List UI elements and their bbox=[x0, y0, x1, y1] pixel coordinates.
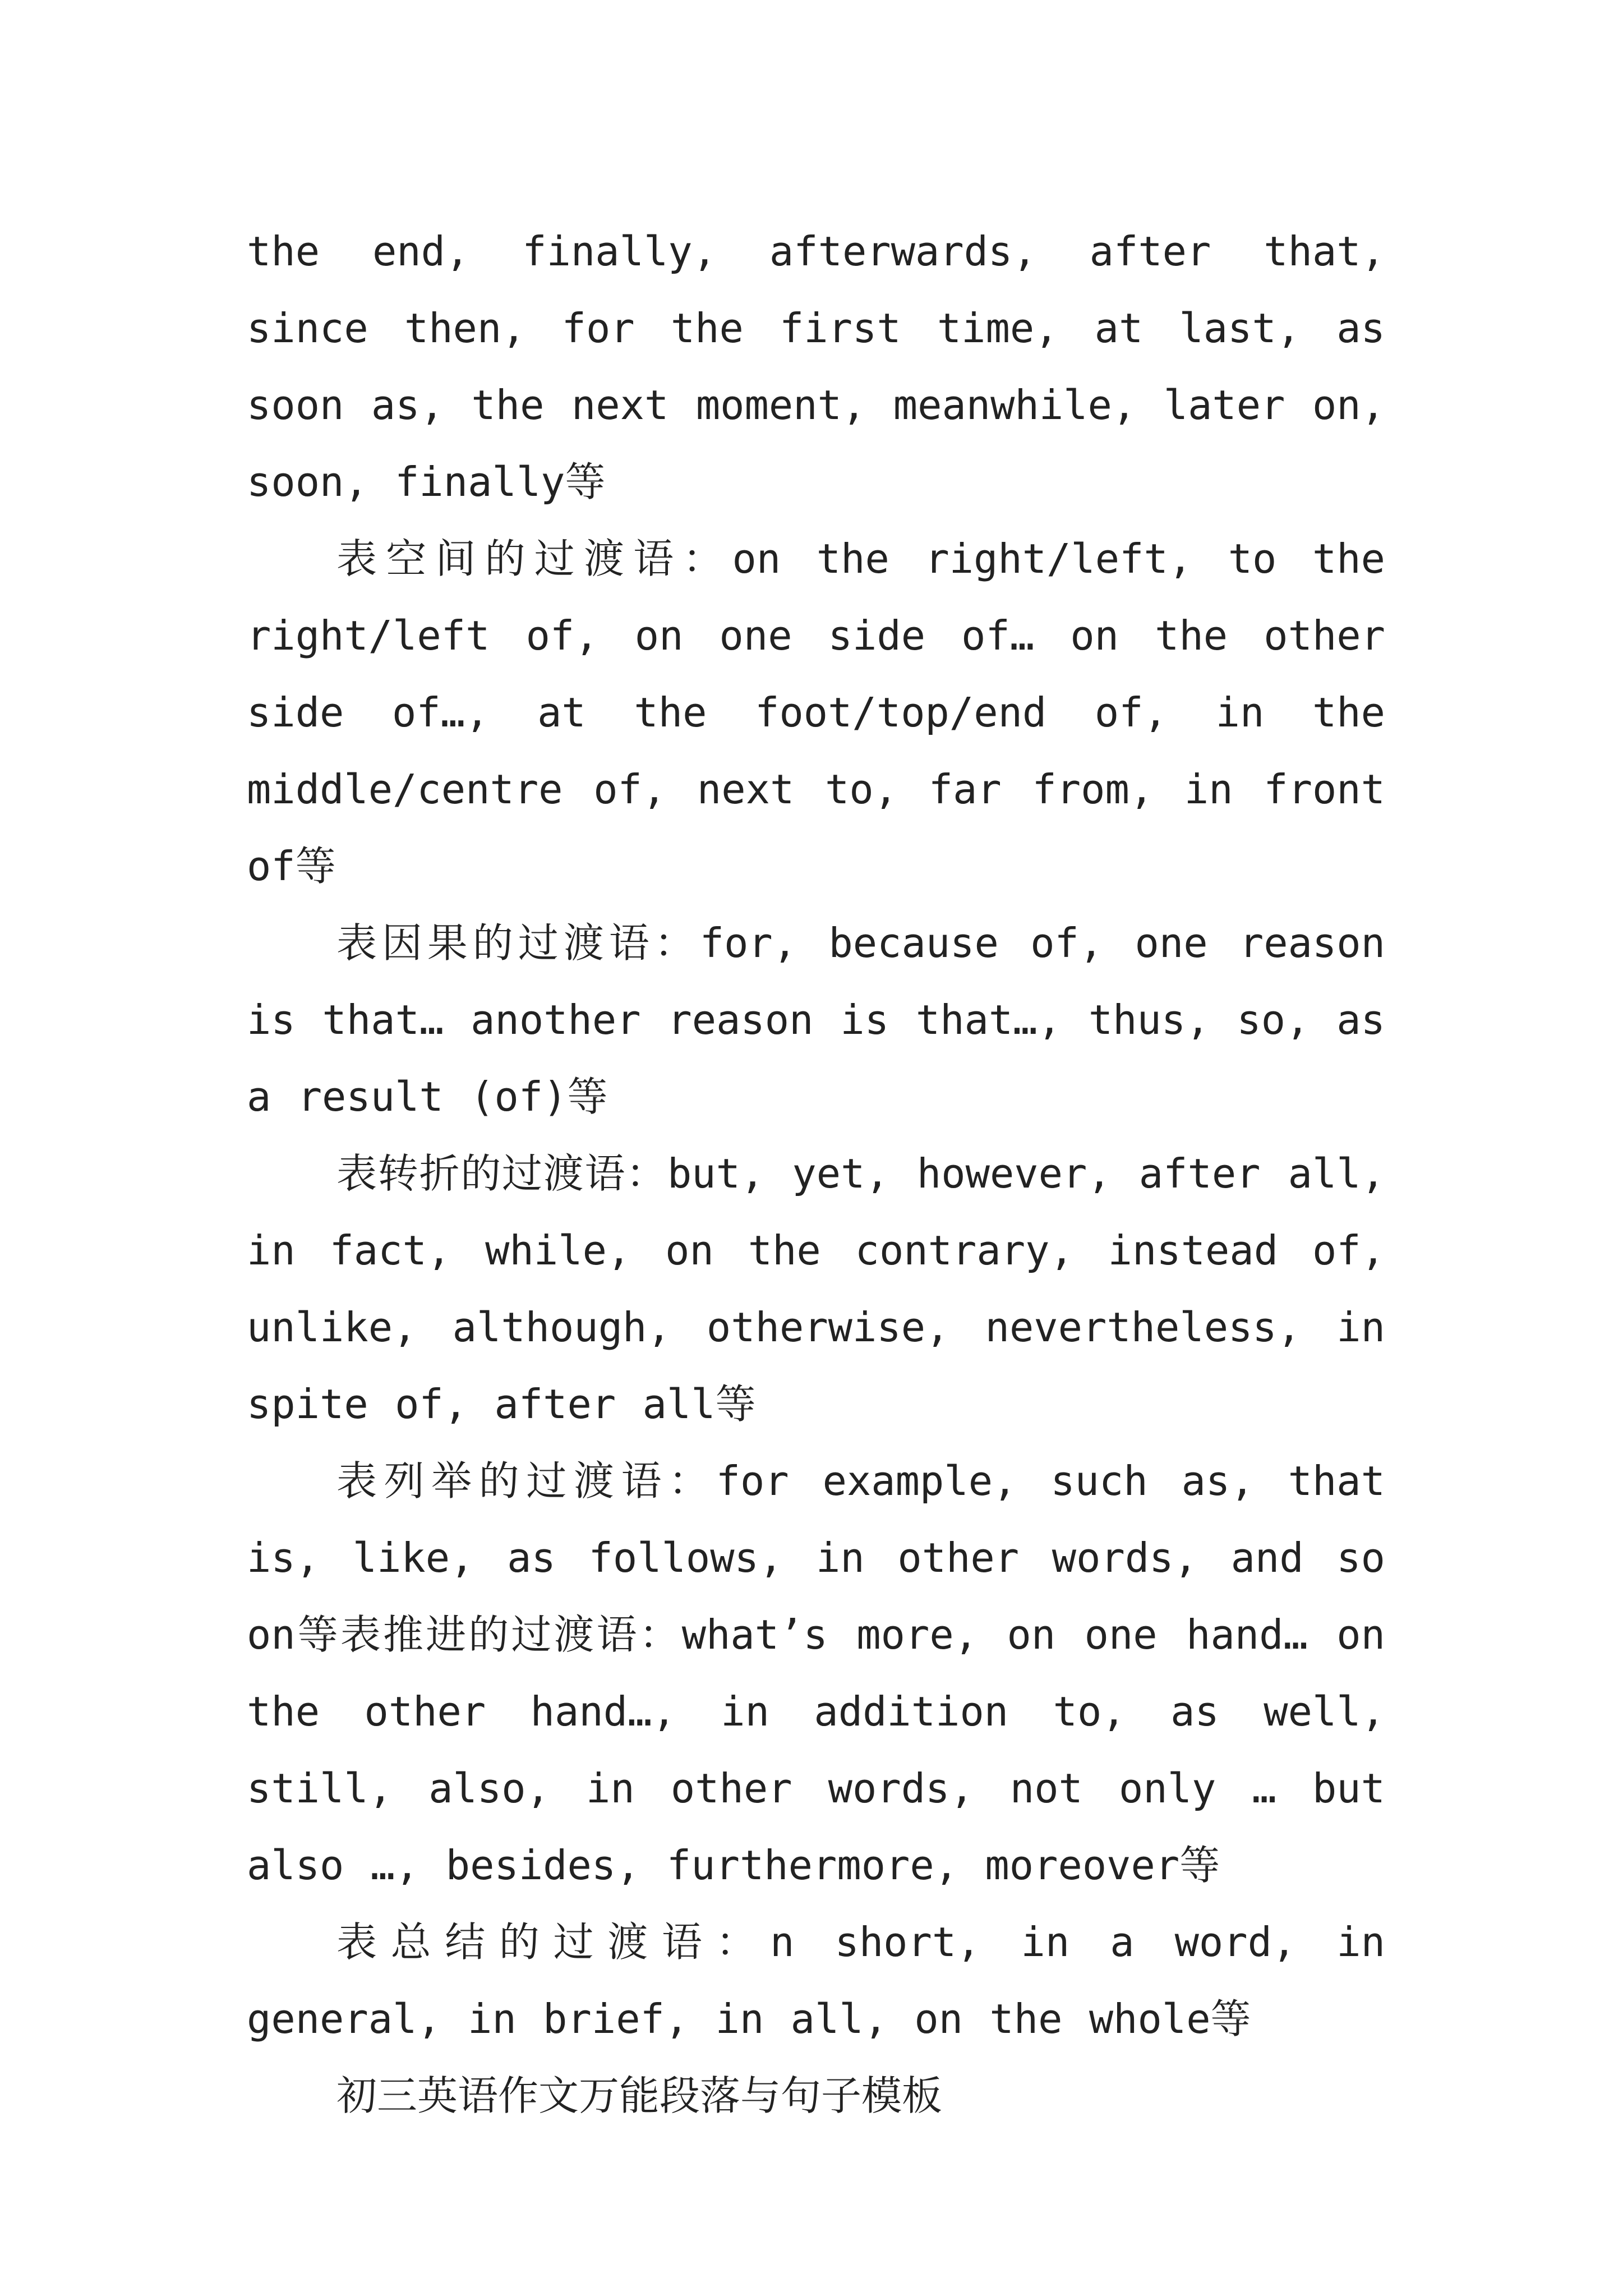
paragraph-space-transitions: 表空间的过渡语：on the right/left, to the right/left of, on one side of… on the other side of…, at the foot/top/end of, in the middle/centre of, next to, far from, in front of等 bbox=[247, 535, 1385, 890]
paragraph-summary-transitions: 表总结的过渡语：n short, in a word, in general, in brief, in all, on the whole等 bbox=[247, 1918, 1385, 2042]
paragraph-contrast-transitions: 表转折的过渡语：but, yet, however, after all, in fact, while, on the contrary, instead of, unlike, although, otherwise, nevertheless, in spite of, after all等 bbox=[247, 1150, 1385, 1428]
paragraph-cause-transitions: 表因果的过渡语：for, because of, one reason is that… another reason is that…, thus, so, as a result (of)等 bbox=[247, 919, 1385, 1120]
paragraph-example-progression-transitions: 表列举的过渡语：for example, such as, that is, like, as follows, in other words, and so on等表推进的过渡语：what’s more, on one hand… on the other hand…, in addition to, as well, still, also, in other words, not only … but also …, besides, furthermore, moreover等 bbox=[247, 1457, 1385, 1889]
document-body bbox=[247, 213, 1385, 2134]
section-heading: 初三英语作文万能段落与句子模板 bbox=[336, 2072, 943, 2119]
paragraph-time-transitions: the end, finally, afterwards, after that, since then, for the first time, at last, as soon as, the next moment, meanwhile, later on, soon, finally等 bbox=[247, 228, 1385, 505]
